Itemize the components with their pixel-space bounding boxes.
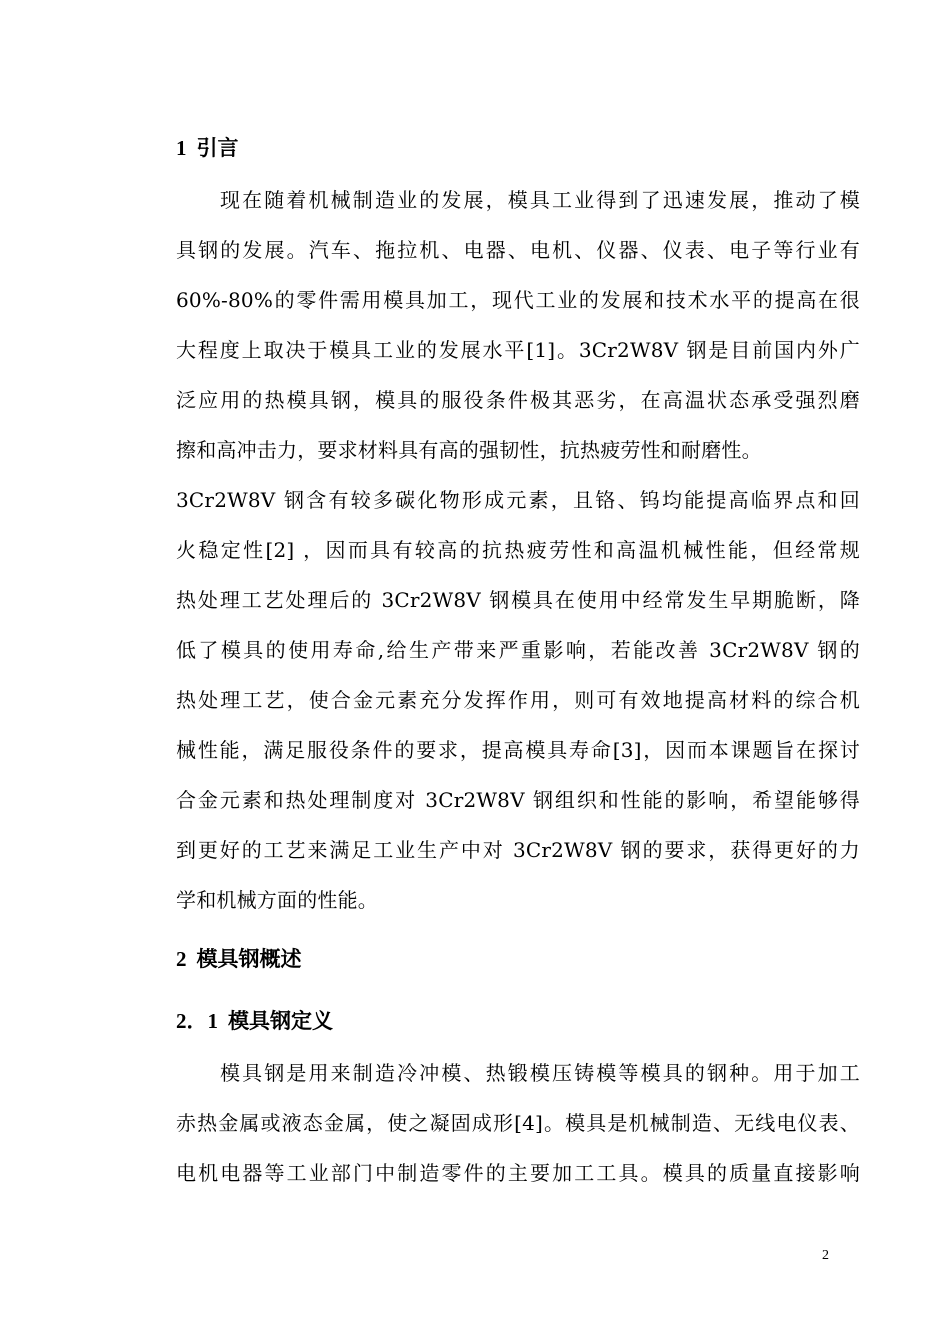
page-number: 2: [822, 1248, 829, 1263]
text-line: 大程度上取决于模具工业的发展水平[1]。3Cr2W8V 钢是目前国内外广: [176, 338, 860, 362]
text-line: 械性能，满足服役条件的要求，提高模具寿命[3]，因而本课题旨在探讨: [176, 738, 860, 762]
section-number: 2: [176, 947, 187, 971]
section-number: 2．1: [176, 1009, 218, 1033]
section-title: 模具钢概述: [196, 947, 302, 971]
text-line: 电机电器等工业部门中制造零件的主要加工工具。模具的质量直接影响: [176, 1161, 860, 1185]
text-line: 热处理工艺处理后的 3Cr2W8V 钢模具在使用中经常发生早期脆断，降: [176, 588, 860, 612]
text-line: 3Cr2W8V 钢含有较多碳化物形成元素，且铬、钨均能提高临界点和回: [176, 488, 860, 512]
text-line: 泛应用的热模具钢，模具的服役条件极其恶劣，在高温状态承受强烈磨: [176, 388, 860, 412]
text-line: 热处理工艺，使合金元素充分发挥作用，则可有效地提高材料的综合机: [176, 688, 860, 712]
text-line: 合金元素和热处理制度对 3Cr2W8V 钢组织和性能的影响，希望能够得: [176, 788, 860, 812]
text-line: 具钢的发展。汽车、拖拉机、电器、电机、仪器、仪表、电子等行业有: [176, 238, 860, 262]
section-title: 模具钢定义: [228, 1009, 333, 1033]
paragraph-definition: [176, 1048, 860, 1198]
text-line: 学和机械方面的性能。: [176, 888, 378, 912]
paragraph-introduction: [176, 175, 860, 925]
text-line: 60%-80%的零件需用模具加工，现代工业的发展和技术水平的提高在很: [176, 288, 860, 312]
text-line: 擦和高冲击力，要求材料具有高的强韧性，抗热疲劳性和耐磨性。: [176, 438, 762, 462]
section-heading-2: [176, 944, 302, 974]
text-line: 火稳定性[2] ，因而具有较高的抗热疲劳性和高温机械性能，但经常规: [176, 538, 860, 562]
section-heading-1: [176, 133, 239, 163]
section-heading-2-1: [176, 1006, 333, 1036]
section-number: 1: [176, 136, 187, 160]
text-line: 低了模具的使用寿命,给生产带来严重影响，若能改善 3Cr2W8V 钢的: [176, 638, 860, 662]
text-line: 模具钢是用来制造冷冲模、热锻模压铸模等模具的钢种。用于加工: [220, 1061, 860, 1085]
text-line: 到更好的工艺来满足工业生产中对 3Cr2W8V 钢的要求，获得更好的力: [176, 838, 860, 862]
section-title: 引言: [196, 136, 239, 160]
text-line: 赤热金属或液态金属，使之凝固成形[4]。模具是机械制造、无线电仪表、: [176, 1111, 860, 1135]
text-line: 现在随着机械制造业的发展，模具工业得到了迅速发展，推动了模: [220, 188, 860, 212]
